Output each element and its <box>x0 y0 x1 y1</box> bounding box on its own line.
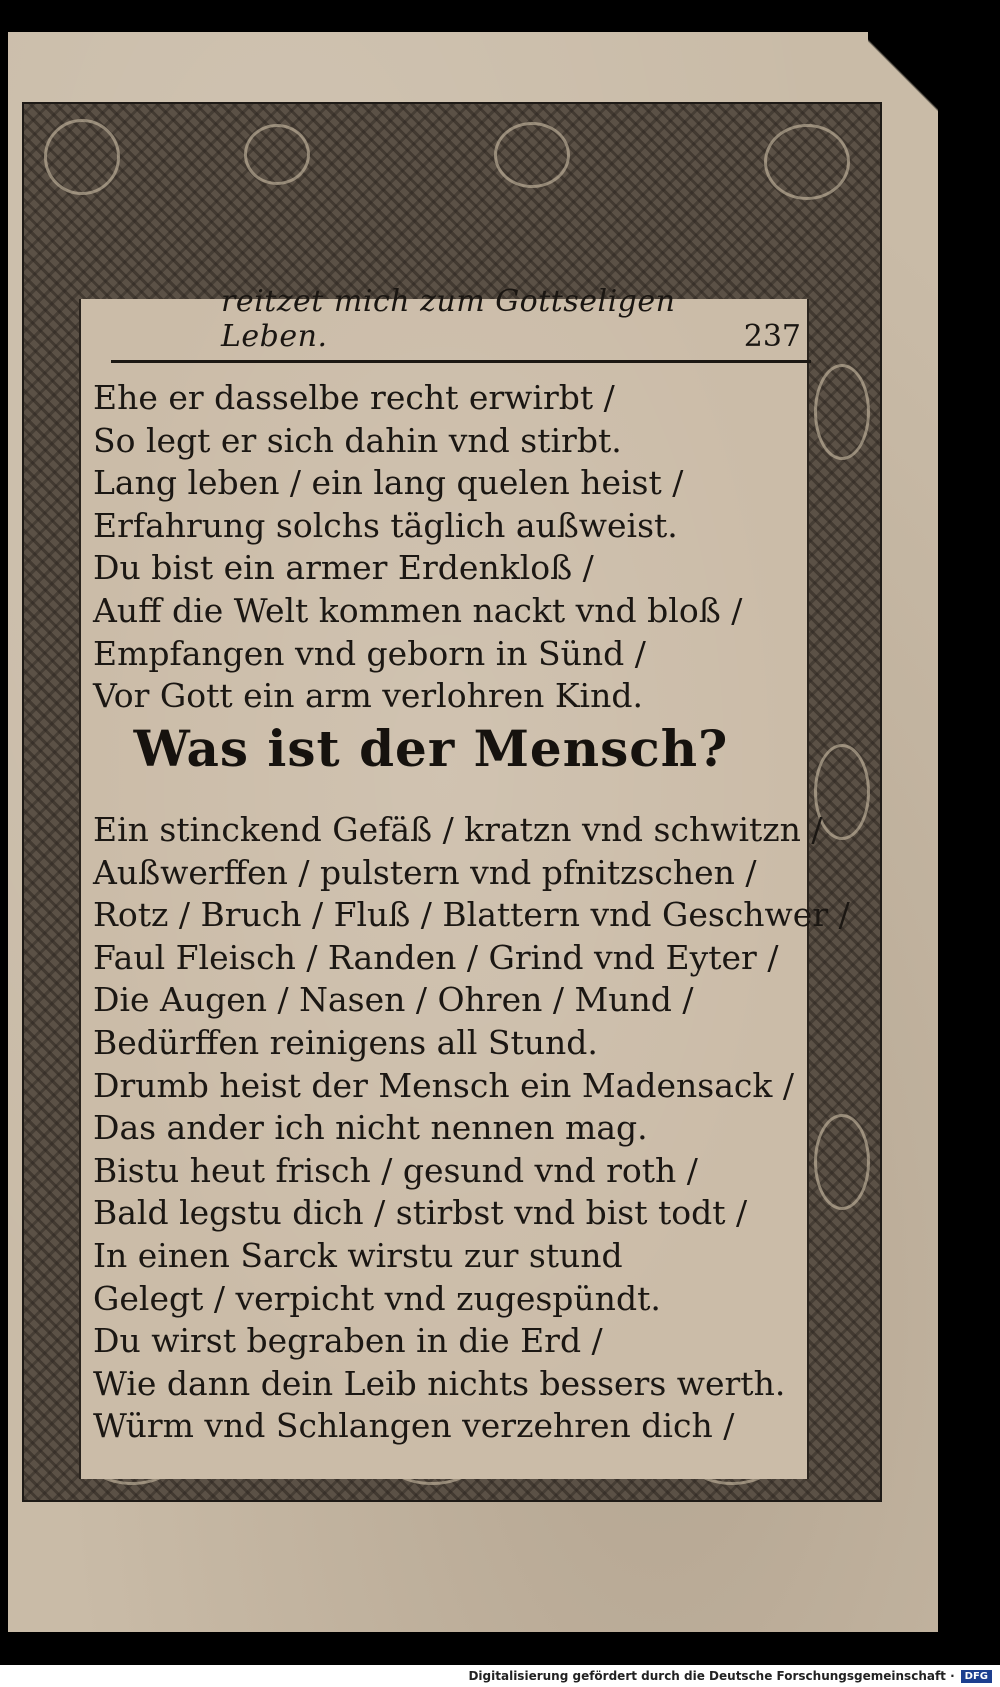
verse-line: Das ander ich nicht nennen mag. <box>93 1108 648 1148</box>
running-header <box>111 284 811 363</box>
border-ornament <box>494 122 570 188</box>
verse-line: Ehe er dasselbe recht erwirbt / <box>93 378 615 417</box>
verse-line: Gelegt / verpicht vnd zugespündt. <box>93 1278 661 1318</box>
verse-line: Bistu heut frisch / gesund vnd roth / <box>93 1150 698 1190</box>
verse-line: Ein stinckend Gefäß / kratzn vnd schwitzn / <box>93 810 823 849</box>
ornamental-border <box>22 102 882 1502</box>
verse-block-before <box>93 377 808 718</box>
verse-line: Rotz / Bruch / Fluß / Blattern vnd Geschwer / <box>93 895 850 935</box>
book-page <box>8 32 938 1632</box>
verse-line: Bald legstu dich / stirbst vnd bist todt / <box>93 1193 748 1233</box>
border-ornament <box>814 1114 870 1210</box>
verse-block-after <box>93 809 850 1448</box>
verse-line: Erfahrung solchs täglich außweist. <box>93 505 678 545</box>
running-title: reitzet mich zum Gottseligen Leben. <box>221 284 676 354</box>
verse-line: Du bist ein armer Erdenkloß / <box>93 548 594 588</box>
verse-line: Bedürffen reinigens all Stund. <box>93 1022 598 1062</box>
text-block <box>79 284 850 1479</box>
verse-line: Außwerffen / pulstern vnd pfnitzschen / <box>93 852 757 892</box>
funding-credit: Digitalisierung gefördert durch die Deutsche Forschungsgemeinschaft · <box>468 1669 955 1683</box>
border-ornament <box>764 124 850 200</box>
section-heading: Was ist der Mensch? <box>133 719 729 778</box>
verse-line: Empfangen vnd geborn in Sünd / <box>93 633 646 673</box>
dfg-logo: DFG <box>961 1670 992 1683</box>
verse-line: Du wirst begraben in die Erd / <box>93 1321 603 1361</box>
verse-line: Vor Gott ein arm verlohren Kind. <box>93 676 643 716</box>
funding-footer <box>0 1665 1000 1687</box>
verse-line: Lang leben / ein lang quelen heist / <box>93 463 684 503</box>
verse-line: Würm vnd Schlangen verzehren dich / <box>93 1406 735 1446</box>
verse-line: In einen Sarck wirstu zur stund <box>93 1235 623 1275</box>
border-ornament <box>814 364 870 460</box>
verse-line: So legt er sich dahin vnd stirbt. <box>93 420 622 460</box>
verse-line: Wie dann dein Leib nichts bessers werth. <box>93 1363 786 1403</box>
verse-line: Faul Fleisch / Randen / Grind vnd Eyter / <box>93 937 779 977</box>
page-number: 237 <box>743 319 801 354</box>
border-ornament <box>44 119 120 195</box>
border-ornament <box>244 124 310 185</box>
verse-line: Die Augen / Nasen / Ohren / Mund / <box>93 980 694 1020</box>
verse-line: Auff die Welt kommen nackt vnd bloß / <box>93 590 743 630</box>
verse-line: Drumb heist der Mensch ein Madensack / <box>93 1065 794 1105</box>
